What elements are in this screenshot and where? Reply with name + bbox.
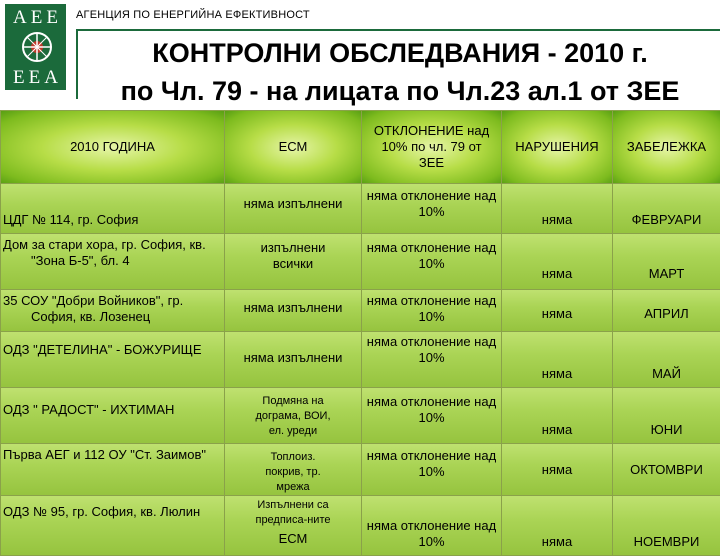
row-deviation: няма отклонение над 10% bbox=[362, 388, 501, 426]
row-name: 35 СОУ "Добри Войников", гр. София, кв. Лозенец bbox=[1, 290, 224, 325]
row-name: ЦДГ № 114, гр. София bbox=[1, 184, 224, 228]
table-row bbox=[1, 444, 720, 496]
table-row bbox=[1, 184, 720, 234]
row-note: НОЕМВРИ bbox=[613, 496, 720, 550]
table-header-row bbox=[1, 111, 720, 184]
row-violations: няма bbox=[502, 234, 612, 282]
row-deviation: няма отклонение над 10% bbox=[362, 444, 501, 480]
agency-logo bbox=[5, 4, 66, 90]
row-deviation: няма отклонение над 10% bbox=[362, 332, 501, 366]
row-esm: няма изпълнени bbox=[225, 290, 361, 316]
logo-emblem-icon bbox=[19, 29, 55, 65]
row-name: Дом за стари хора, гр. София, кв. "Зона Б-5", бл. 4 bbox=[1, 234, 224, 269]
table-row bbox=[1, 496, 720, 556]
page-title-line1: КОНТРОЛНИ ОБСЛЕДВАНИЯ - 2010 г. bbox=[80, 38, 720, 69]
row-deviation: няма отклонение над 10% bbox=[362, 234, 501, 272]
row-deviation: няма отклонение над 10% bbox=[362, 290, 501, 325]
row-note: МАЙ bbox=[613, 332, 720, 382]
header-violations: НАРУШЕНИЯ bbox=[502, 111, 613, 184]
inspections-table bbox=[0, 110, 720, 556]
row-esm: няма изпълнени bbox=[225, 332, 361, 366]
header-deviation: ОТКЛОНЕНИЕ над 10% по чл. 79 от ЗЕЕ bbox=[362, 111, 502, 184]
header-divider-horizontal bbox=[76, 29, 720, 31]
row-note: ОКТОМВРИ bbox=[613, 444, 720, 478]
table-row bbox=[1, 388, 720, 444]
row-name: ОДЗ "ДЕТЕЛИНА" - БОЖУРИЩЕ bbox=[1, 332, 224, 358]
table-row bbox=[1, 290, 720, 332]
row-esm: изпълнени всички bbox=[225, 234, 361, 272]
row-deviation: няма отклонение над 10% bbox=[362, 496, 501, 550]
row-note: ЮНИ bbox=[613, 388, 720, 438]
row-note: ФЕВРУАРИ bbox=[613, 184, 720, 228]
agency-name: АГЕНЦИЯ ПО ЕНЕРГИЙНА ЕФЕКТИВНОСТ bbox=[76, 9, 310, 21]
row-name: ОДЗ " РАДОСТ" - ИХТИМАН bbox=[1, 388, 224, 418]
row-violations: няма bbox=[502, 290, 612, 322]
page-title-line2: по Чл. 79 - на лицата по Чл.23 ал.1 от ЗЕЕ bbox=[80, 76, 720, 107]
row-esm: ЕСМ bbox=[225, 528, 361, 547]
row-esm: Топлоиз. покрив, тр. мрежа bbox=[225, 444, 361, 495]
header-note: ЗАБЕЛЕЖКА bbox=[613, 111, 720, 184]
row-violations: няма bbox=[502, 184, 612, 228]
row-esm: няма изпълнени bbox=[225, 184, 361, 212]
row-esm-detail: Изпълнени са предписа-ните bbox=[225, 496, 361, 528]
row-deviation: няма отклонение над 10% bbox=[362, 184, 501, 220]
header-year: 2010 ГОДИНА bbox=[1, 111, 225, 184]
row-esm: Подмяна на дограма, ВОИ, ел. уреди bbox=[225, 388, 361, 439]
row-name: Първа АЕГ и 112 ОУ "Ст. Заимов" bbox=[1, 444, 224, 463]
table-row bbox=[1, 234, 720, 290]
row-name: ОДЗ № 95, гр. София, кв. Люлин bbox=[1, 496, 224, 520]
header-divider-vertical bbox=[76, 29, 78, 99]
row-note: АПРИЛ bbox=[613, 290, 720, 322]
row-violations: няма bbox=[502, 388, 612, 438]
row-violations: няма bbox=[502, 496, 612, 550]
row-violations: няма bbox=[502, 444, 612, 478]
logo-top-text: AEE bbox=[7, 8, 68, 28]
logo-bottom-text: EEA bbox=[7, 68, 68, 88]
row-note: МАРТ bbox=[613, 234, 720, 282]
table-row bbox=[1, 332, 720, 388]
header-esm: ЕСМ bbox=[225, 111, 362, 184]
row-violations: няма bbox=[502, 332, 612, 382]
